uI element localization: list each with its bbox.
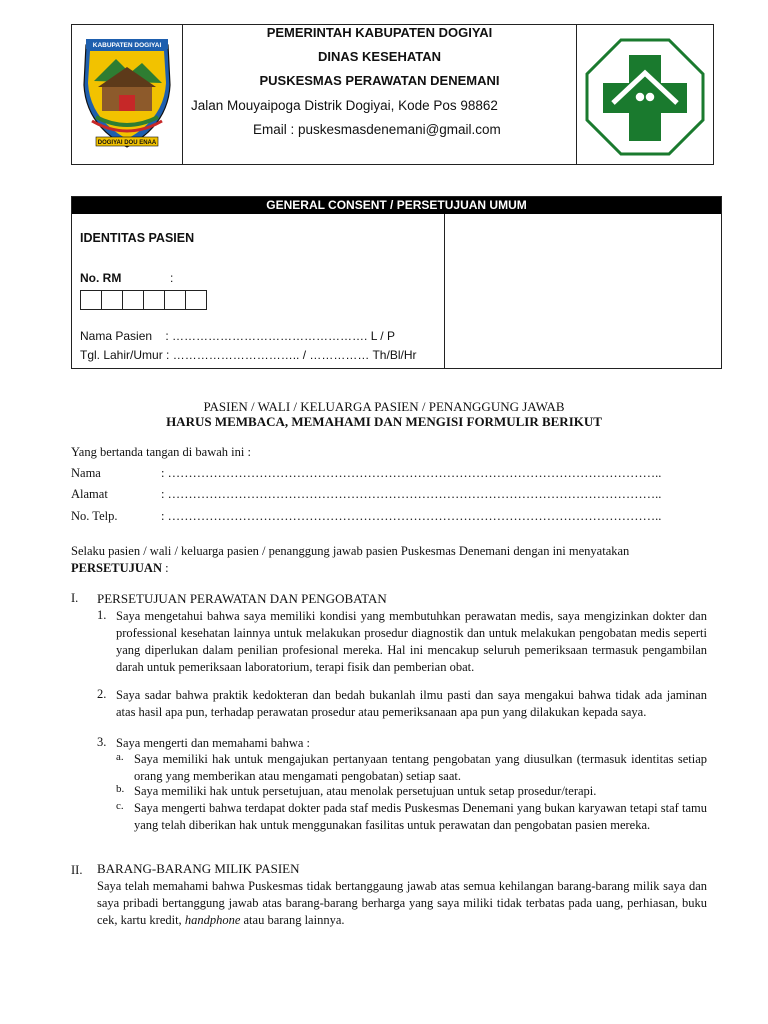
item3-text: Saya mengerti dan memahami bahwa : <box>116 736 311 750</box>
logo-cell <box>72 25 183 164</box>
letterhead-line3: PUSKESMAS PERAWATAN DENEMANI <box>259 73 500 88</box>
signer-alamat-field[interactable]: : ……………………………………………………………………………………………………….. <box>161 487 662 501</box>
puskesmas-logo-icon <box>577 25 713 164</box>
section2-text-a: Saya telah memahami bahwa Puskesmas tidak bertanggaung jawab atas semua kehilangan barang-barang milik saya dan saya pribadi bertanggung jawab atas barang-barang berharga yang saya miliki tidak terbatas pada uang, perhiasan, buku cek, kartu kredit, <box>97 879 707 927</box>
rm-cell[interactable] <box>185 290 207 310</box>
form-heading-line2: HARUS MEMBACA, MEMAHAMI DAN MENGISI FORMULIR BERIKUT <box>166 414 602 429</box>
signer-intro: Yang bertanda tangan di bawah ini : <box>71 445 251 459</box>
letterhead-text <box>183 25 576 164</box>
item1-number: 1. <box>97 608 107 622</box>
signer-nama-label: Nama <box>71 466 101 480</box>
item1-text: Saya mengetahui bahwa saya memiliki kondisi yang membutuhkan perawatan medis, saya mengizinkan dokter dan professional kesehatan lainnya untuk melakukan prosedur diagnostik dan untuk melakukan pengobatan medis seperti yang diperlukan dalam penilian profesional mereka. Hal ini mencakup seluruh pemeriksaan termasuk pengambilan darah untuk pemeriksaan laboratorium, terapi fisik dan pemberian obat. <box>116 609 707 674</box>
letterhead-email: Email : puskesmasdenemani@gmail.com <box>253 122 501 137</box>
nama-pasien-row: Nama Pasien : …………………………………………. L / P <box>80 329 395 343</box>
rm-cell[interactable] <box>122 290 144 310</box>
no-rm-label: No. RM <box>80 271 122 285</box>
signer-telp-field[interactable]: : ……………………………………………………………………………………………………….. <box>161 509 662 523</box>
rm-cell[interactable] <box>164 290 186 310</box>
item2-text: Saya sadar bahwa praktik kedokteran dan bedah bukanlah ilmu pasti dan saya mengakui bahwa tidak ada jaminan atas hasil apa pun, terhadap perawatan prosedur atau pemeriksanaan apa pun yang dilakukan kepada saya. <box>116 688 707 719</box>
subitem-a-text: Saya memiliki hak untuk mengajukan pertanyaan tentang pengobatan yang diusulkan (termasuk identitas setiap orang yang memberikan atau mengamati pengobatan) setiap saat. <box>134 752 707 783</box>
crest-top-text: KABUPATEN DOGIYAI <box>92 42 162 49</box>
statement <box>71 543 707 577</box>
section2-number: II. <box>71 863 83 877</box>
section2-text-b: atau barang lainnya. <box>240 913 345 927</box>
crest-bottom-text: DOGIYAI DOU ENAA <box>97 140 157 146</box>
subitem-c-number: c. <box>116 800 124 812</box>
section2-text <box>97 878 707 929</box>
puskesmas-logo-cell <box>576 25 713 164</box>
rm-cell[interactable] <box>101 290 123 310</box>
subitem-a-number: a. <box>116 751 124 763</box>
rm-cell[interactable] <box>80 290 102 310</box>
letterhead-line2: DINAS KESEHATAN <box>317 49 442 64</box>
kabupaten-dogiyai-crest-logo <box>72 25 182 164</box>
rm-cell[interactable] <box>143 290 165 310</box>
no-rm-colon: : <box>170 271 174 285</box>
section2-title: BARANG-BARANG MILIK PASIEN <box>97 861 300 876</box>
section2-text-italic: handphone <box>184 913 241 927</box>
tgl-lahir-row: Tgl. Lahir/Umur : ………………………….. / …………… Th/Bl/Hr <box>80 348 417 362</box>
form-heading-line1: PASIEN / WALI / KELUARGA PASIEN / PENANGGUNG JAWAB <box>203 399 565 414</box>
item3-number: 3. <box>97 735 107 749</box>
signer-telp-label: No. Telp. <box>71 509 118 523</box>
letterhead-address: Jalan Mouyaipoga Distrik Dogiyai, Kode Pos 98862 <box>191 98 498 113</box>
consent-header: GENERAL CONSENT / PERSETUJUAN UMUM <box>72 197 721 214</box>
box-divider <box>444 214 445 368</box>
item2-number: 2. <box>97 687 107 701</box>
patient-identity-box <box>71 196 722 369</box>
letterhead <box>71 24 714 165</box>
letterhead-line1: PEMERINTAH KABUPATEN DOGIYAI <box>266 25 493 40</box>
statement-bold: PERSETUJUAN <box>71 561 162 575</box>
subitem-b-text: Saya memiliki hak untuk persetujuan, atau menolak persetujuan untuk setap prosedur/terapi. <box>134 784 597 798</box>
subitem-b-number: b. <box>116 783 125 795</box>
section1-number: I. <box>71 591 79 605</box>
signer-nama-field[interactable]: : ……………………………………………………………………………………………………….. <box>161 466 662 480</box>
identitas-pasien-title: IDENTITAS PASIEN <box>80 231 195 245</box>
subitem-c-text: Saya mengerti bahwa terdapat dokter pada staf medis Puskesmas Denemani yang bukan karyawan tetapi staf tamu yang telah diberikan hak untuk menggunakan fasilitas untuk perawatan dan pengobatan pasien mereka. <box>134 801 707 832</box>
statement-tail: : <box>162 561 169 575</box>
no-rm-cells <box>80 290 206 310</box>
section1-title: PERSETUJUAN PERAWATAN DAN PENGOBATAN <box>97 591 387 606</box>
signer-alamat-label: Alamat <box>71 487 108 501</box>
statement-text: Selaku pasien / wali / keluarga pasien / penanggung jawab pasien Puskesmas Denemani dengan ini menyatakan <box>71 544 630 558</box>
